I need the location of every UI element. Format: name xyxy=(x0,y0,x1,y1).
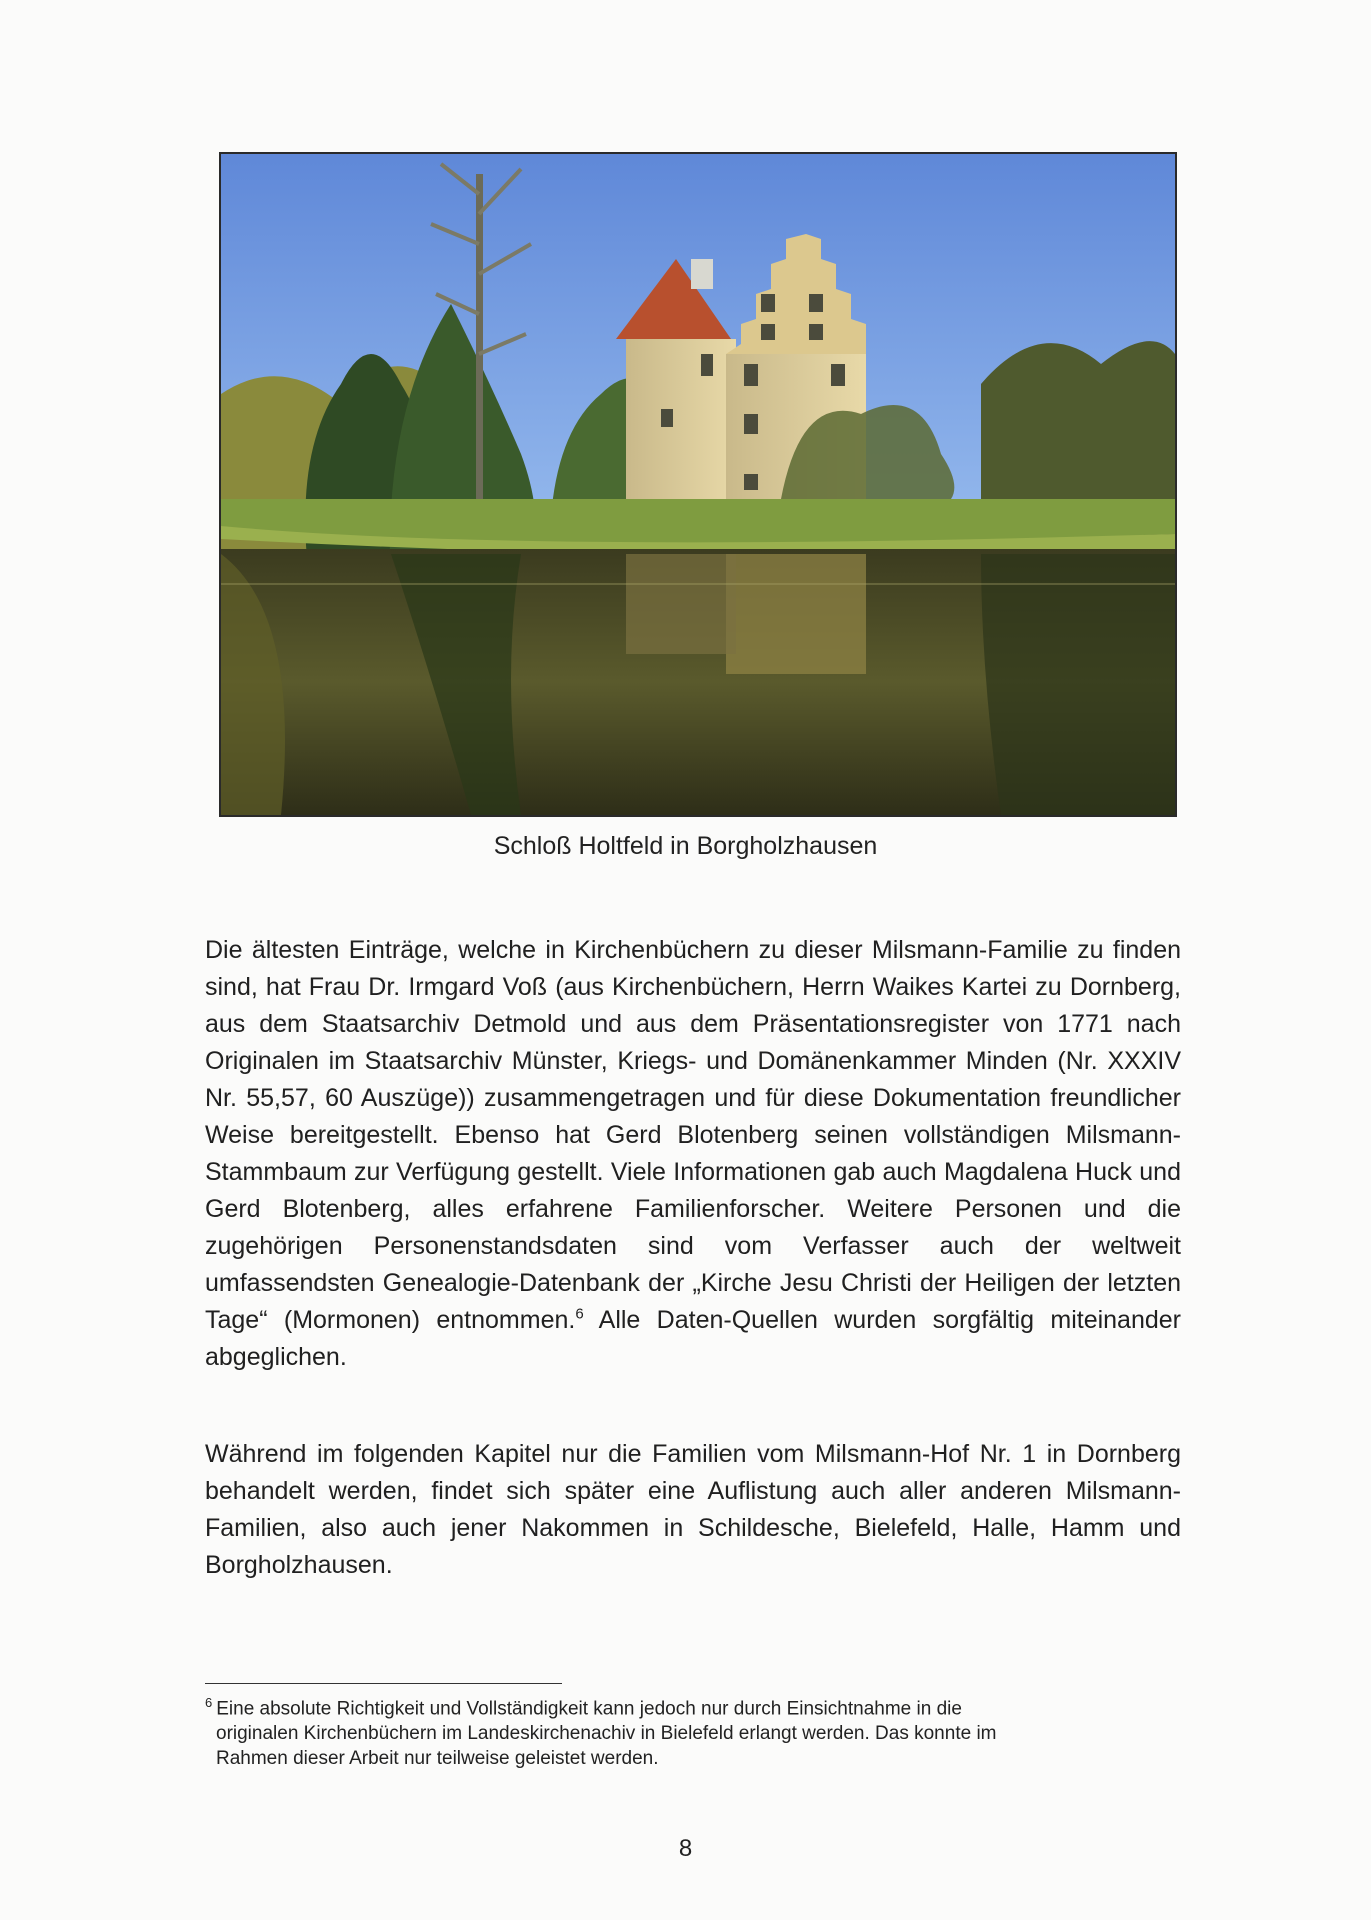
paragraph-sources xyxy=(205,932,1181,1376)
footnote-line: Rahmen dieser Arbeit nur teilweise geleistet werden. xyxy=(216,1748,659,1770)
paragraph-sources-text: Die ältesten Einträge, welche in Kirchenbüchern zu dieser Milsmann-Familie zu finden sind, hat Frau Dr. Irmgard Voß (aus Kirchenbüchern, Herrn Waikes Kartei zu Dornberg, aus dem Staatsarchiv Detmold und aus dem Präsentationsregister von 1771 nach Originalen im Staatsarchiv Münster, Kriegs- und Domänenkammer Minden (Nr. XXXIV Nr. 55,57, 60 Auszüge)) zusammengetragen und für diese Dokumentation freundlicher Weise bereitgestellt. Ebenso hat Gerd Blotenberg seinen vollständigen Milsmann-Stammbaum zur Verfügung gestellt. Viele Informationen gab auch Magdalena Huck und Gerd Blotenberg, alles erfahrene Familienforscher. Weitere Personen und die zugehörigen Personenstandsdaten sind vom Verfasser auch der weltweit umfassendsten Genealogie-Datenbank der „Kirche Jesu Christi der Heiligen der letzten Tage“ (Mormonen) entnommen. xyxy=(205,936,1181,1334)
paragraph-families: Während im folgenden Kapitel nur die Familien vom Milsmann-Hof Nr. 1 in Dornberg behandelt werden, findet sich später eine Auflistung auch aller anderen Milsmann-Familien, also auch jener Nakommen in Schildesche, Bielefeld, Halle, Hamm und Borgholzhausen. xyxy=(205,1440,1181,1579)
footnote-line xyxy=(205,1690,1155,1721)
footnote-text: Eine absolute Richtigkeit und Vollständigkeit kann jedoch nur durch Einsichtnahme in die xyxy=(216,1698,962,1720)
photo-caption: Schloß Holtfeld in Borgholzhausen xyxy=(493,832,878,860)
footnote-reference[interactable]: 6 xyxy=(575,1305,584,1323)
page-number: 8 xyxy=(678,1835,693,1862)
footnote-mark: 6 xyxy=(205,1695,213,1710)
footnote xyxy=(205,1690,1155,1771)
castle-photo xyxy=(219,152,1177,817)
photo-castle-moat-icon xyxy=(221,154,1175,815)
paragraph-sources-text-end: Alle Daten-Quellen wurden sorgfältig miteinander abgeglichen. xyxy=(205,1306,1181,1371)
footnote-divider xyxy=(205,1683,562,1684)
footnote-line: originalen Kirchenbüchern im Landeskirchenachiv in Bielefeld erlangt werden. Das konnte im xyxy=(216,1723,997,1745)
